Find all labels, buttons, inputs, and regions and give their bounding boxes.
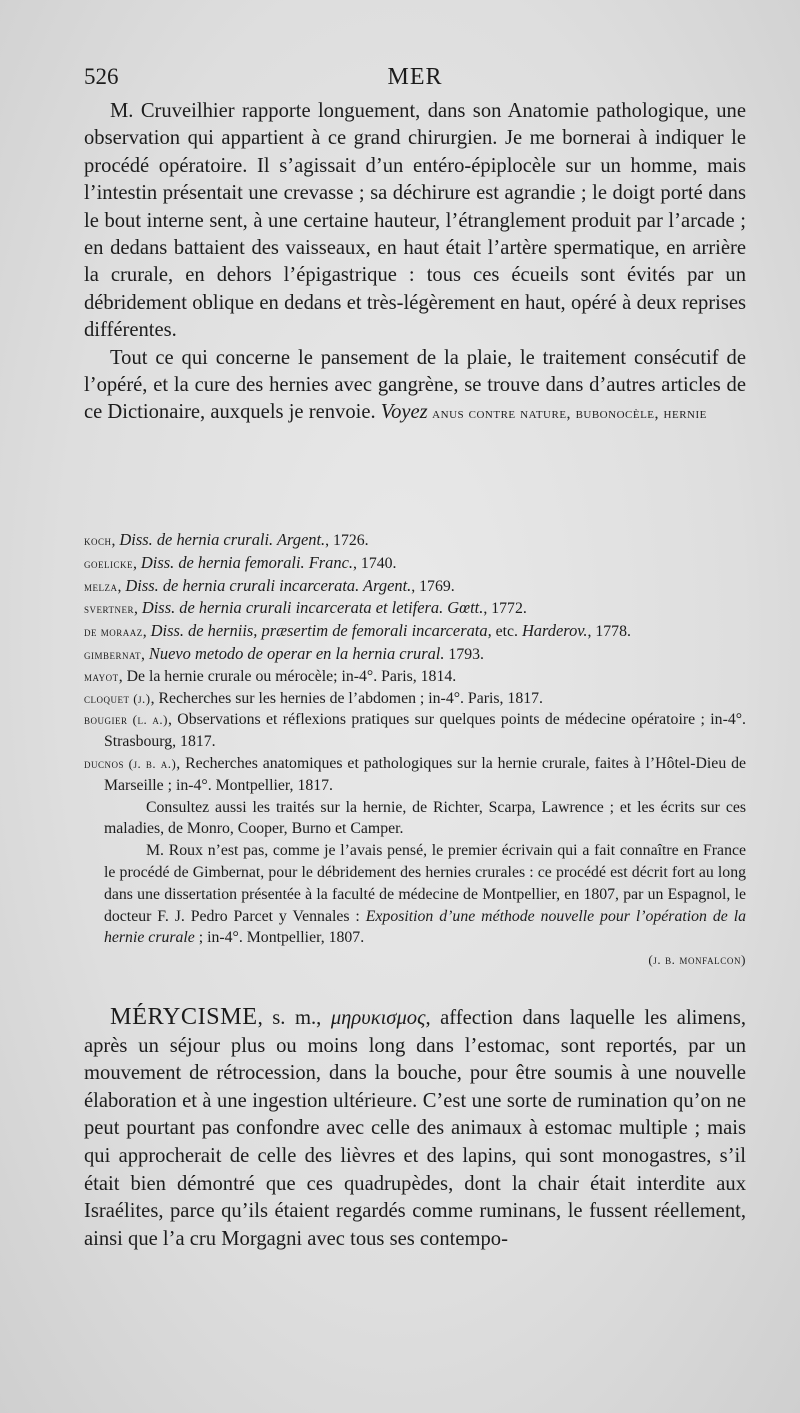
reference-title: Diss. de hernia crurali. Argent. xyxy=(119,530,326,549)
reference-details: etc. xyxy=(491,623,522,641)
reference-item: melza, Diss. de hernia crurali incarcerata. Argent., 1769. xyxy=(84,575,455,595)
reference-item: svertner, Diss. de hernia crurali incarcerata et letifera. Gœtt., 1772. xyxy=(84,598,527,618)
reference-details: , 1778. xyxy=(587,623,631,641)
bibliography xyxy=(84,529,746,971)
voyez-label: Voyez xyxy=(380,401,428,424)
reference-author: melza xyxy=(84,578,118,594)
entry-paragraph xyxy=(84,1003,746,1253)
reference-item: gimbernat, Nuevo metodo de operar en la hernia crural. 1793. xyxy=(84,643,484,663)
dictionary-entry xyxy=(84,1003,746,1253)
page-header xyxy=(84,64,746,98)
see-also-links: anus contre nature, bubonocèle, hernie xyxy=(427,405,707,423)
note-details: ; in-4°. Montpellier, 1807. xyxy=(194,929,365,947)
reference-details: Recherches sur les hernies de l’abdomen ; in-4°. Paris, 1817. xyxy=(158,689,543,707)
paragraph-text: Tout ce qui concerne le pansement de la plaie, le traitement consécutif de l’opéré, et la cure des hernies avec gangrène, se trouve dans d’autres articles de ce Dictionaire, auxquels je renvoie. xyxy=(84,346,746,424)
reference-title: Diss. de hernia crurali incarcerata. Argent. xyxy=(125,575,412,595)
reference-item: de moraaz, Diss. de herniis, præsertim de femorali incarcerata, etc. Harderov., 1778. xyxy=(84,621,631,641)
reference-item: ducnos (j. b. a.), Recherches anatomiques et pathologiques sur la hernie crurale, faites à l’Hôtel-Dieu de Marseille ; in-4°. Montpellier, 1817. xyxy=(84,754,746,794)
article-body xyxy=(84,98,746,428)
reference-author: svertner xyxy=(84,601,134,617)
reference-title-cont: Harderov. xyxy=(521,621,588,641)
running-head: MER xyxy=(387,64,443,90)
paragraph: M. Cruveilhier rapporte longuement, dans son Anatomie pathologique, une observation qui appartient à ce grand chirurgien. Je me bornerai à indiquer le procédé opératoire. Il s’agissait d’un entéro-épiplocèle sur un homme, mais l’intestin présentait une crevasse ; sa déchirure est agrandie ; le doigt porté dans le bout interne sent, à une certaine hauteur, l’étranglement produit par l’arcade ; en dedans battaient des vaisseaux, en haut était l’artère spermatique, en arrière la crurale, en dehors l’épigastrique : tous ces écueils sont évités par un débridement oblique en dedans et très-légèrement en haut, opéré à deux reprises différentes. xyxy=(84,100,746,342)
reference-author: ducnos (j. b. a.) xyxy=(84,755,177,771)
reference-details: De la hernie crurale ou mérocèle; in-4°. Paris, 1814. xyxy=(126,667,457,685)
note-title: Exposition d’une méthode nouvelle pour l’opération de la hernie crurale xyxy=(104,907,746,947)
entry-greek: μηρυκισμος xyxy=(330,1007,426,1029)
reference-author: de moraaz xyxy=(84,624,143,640)
reference-author: goelicke xyxy=(84,555,133,571)
reference-details: , 1769. xyxy=(411,577,455,595)
reference-author: gimbernat xyxy=(84,646,142,662)
reference-item: koch, Diss. de hernia crurali. Argent., 1726. xyxy=(84,530,369,549)
reference-author: mayot xyxy=(84,668,119,684)
reference-title: Diss. de hernia femorali. Franc. xyxy=(140,552,354,572)
reference-item: mayot, De la hernie crurale ou mérocèle; in-4°. Paris, 1814. xyxy=(84,667,457,685)
entry-headword: MÉRYCISME xyxy=(110,1003,258,1030)
reference-details: , 1772. xyxy=(483,600,527,618)
reference-details: Recherches anatomiques et pathologiques sur la hernie crurale, faites à l’Hôtel-Dieu de Marseille ; in-4°. Montpellier, 1817. xyxy=(104,754,746,794)
reference-author: cloquet (j.) xyxy=(84,690,151,706)
author-signature: (j. b. monfalcon) xyxy=(648,952,746,968)
page-number: 526 xyxy=(84,64,119,89)
note-paragraph xyxy=(84,840,746,949)
reference-item: goelicke, Diss. de hernia femorali. Franc., 1740. xyxy=(84,552,397,572)
entry-text: , affection dans laquelle les alimens, après un séjour plus ou moins long dans l’estomac, sont reportés, par un mouvement de rétrocession, dans la bouche, pour être soumis à une nouvelle élaboration et à une ingestion ultérieure. C’est une sorte de rumination qu’on ne peut pourtant pas confondre avec celle des animaux à estomac multiple ; mais qui approcherait de celle des lièvres et des lapins, qui sont monogastres, s’il était bien démontré que ces quadrupèdes, dont la chair était interdite aux Israélites, parce qu’ils étaient regardés comme ruminans, le fussent réellement, ainsi que l’a cru Morgagni avec tous ses contempo- xyxy=(84,1007,747,1250)
reference-item: bougier (l. a.), Observations et réflexions pratiques sur quelques points de médecine opératoire ; in-4°. Strasbourg, 1817. xyxy=(84,711,746,751)
reference-title: Nuevo metodo de operar en la hernia crural. xyxy=(148,643,445,663)
reference-details: , 1726. xyxy=(325,532,369,549)
reference-details: 1793. xyxy=(444,645,484,663)
reference-author: bougier (l. a.) xyxy=(84,712,168,728)
reference-author: koch xyxy=(84,533,112,548)
reference-title: Diss. de herniis, præsertim de femorali incarcerata, xyxy=(150,621,492,641)
reference-details: , 1740. xyxy=(353,554,397,572)
reference-title: Diss. de hernia crurali incarcerata et letifera. Gœtt. xyxy=(141,598,484,618)
paragraph xyxy=(84,345,746,428)
reference-details: Observations et réflexions pratiques sur quelques points de médecine opératoire ; in-4°. Strasbourg, 1817. xyxy=(104,711,746,751)
note-text: M. Roux n’est pas, comme je l’avais pensé, le premier écrivain qui a fait connaître en France le procédé de Gimbernat, pour le débridement des hernies crurales : ce procédé est décrit fort au long dans une dissertation présentée à la faculté de médecine de Montpellier, en 1807, par un Espagnol, le docteur F. J. Pedro Parcet y Vennales : xyxy=(104,842,746,925)
reference-item: cloquet (j.), Recherches sur les hernies de l’abdomen ; in-4°. Paris, 1817. xyxy=(84,689,543,707)
note-paragraph: Consultez aussi les traités sur la hernie, de Richter, Scarpa, Lawrence ; et les écrits sur ces maladies, de Monro, Cooper, Burno et Camper. xyxy=(104,798,746,838)
entry-pos: , s. m., xyxy=(257,1007,331,1029)
